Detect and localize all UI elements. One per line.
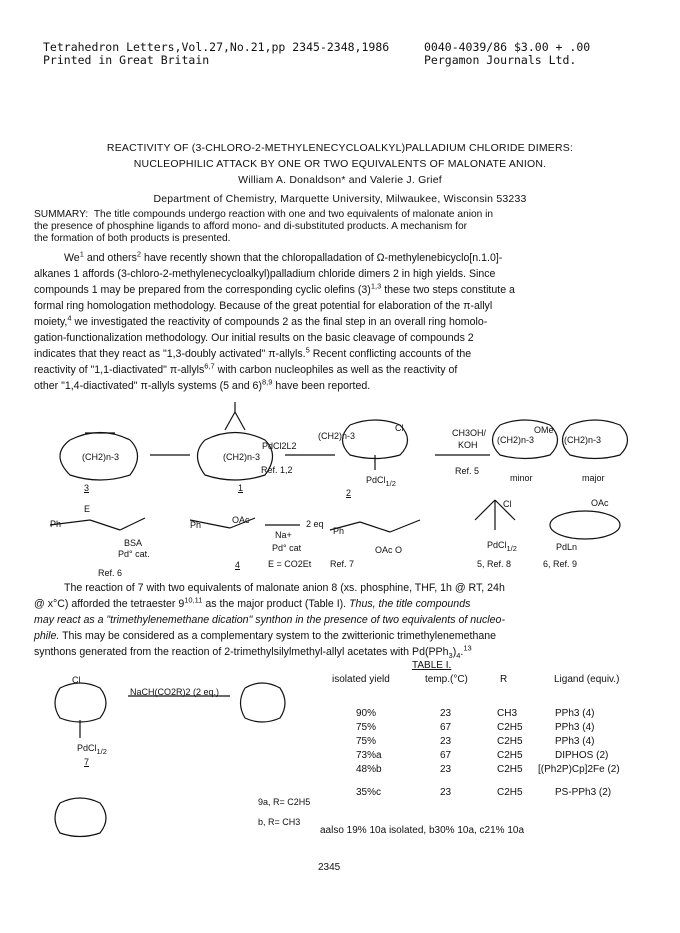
table-row-r: C2H5 — [497, 750, 523, 761]
reagent-pd-cat-2: Pd° cat — [272, 543, 302, 553]
table-row-temp: 67 — [440, 750, 452, 761]
phenyl-label: Ph — [50, 519, 62, 529]
table-row-temp: 23 — [440, 736, 452, 747]
summary-text-1: The title compounds undergo reaction with one and two equivalents of malonate anion in — [93, 209, 494, 220]
text: Thus, the title compounds — [349, 598, 471, 610]
minor-label: minor — [510, 473, 533, 483]
table-row-temp: 67 — [440, 722, 452, 733]
ring-label: (CH2)n-3 — [223, 452, 261, 462]
table-row-yield: 48%b — [356, 764, 382, 775]
sodium-label: Na+ — [275, 530, 292, 540]
text: compounds 1 may be prepared from the corresponding cyclic olefins (3) — [34, 284, 371, 296]
ring-label: (CH2)n-3 — [318, 431, 356, 441]
structure-3-ring — [70, 433, 130, 441]
text: This may be considered as a complementary system to the zwitterionic trimethylenemethane — [59, 630, 497, 642]
acetate-ketone-label: OAc O — [375, 545, 403, 555]
ring-label: (CH2)n-3 — [564, 435, 602, 445]
text: gation-functionalization methodology. Our initial results on the basic cleavage of compounds 2 — [34, 332, 474, 344]
acetate-label: OAc — [591, 498, 609, 508]
table-row-ligand: PPh3 (4) — [555, 708, 595, 719]
ref-1-2: Ref. 1,2 — [261, 465, 293, 475]
phenyl-label: Ph — [190, 520, 202, 530]
table-row-ligand: [(Ph2P)Cp]2Fe (2) — [538, 764, 620, 775]
summary — [34, 209, 654, 245]
reagent-pdcl2l2: PdCl2L2 — [262, 441, 297, 451]
header-ligand: Ligand (equiv.) — [554, 674, 620, 685]
text: phile. — [34, 630, 60, 642]
text: synthons generated from the reaction of 2-trimethylsilylmethyl-allyl acetates with Pd(PPh — [34, 646, 449, 658]
summary-text-3: the formation of both products is presented. — [34, 233, 231, 244]
reagent-ch3oh: CH3OH/ — [452, 428, 487, 438]
table-row-r: C2H5 — [497, 787, 523, 798]
compound-3-label: 3 — [84, 483, 90, 493]
text: @ x°C) afforded the tetraester 9 — [34, 598, 185, 610]
text: moiety, — [34, 316, 68, 328]
ester-definition: E = CO2Et — [268, 559, 312, 569]
text: . — [460, 646, 464, 658]
compound-2-label: 2 — [346, 488, 352, 498]
table-footnote: aalso 19% 10a isolated, b30% 10a, c21% 10a — [320, 825, 525, 836]
reagent-malonate: NaCH(CO2R)2 (2 eq.) — [130, 687, 220, 697]
compound-1-label: 1 — [238, 483, 244, 493]
paragraph-1: We$^1$ and others$^2$ have recently shown that the chloropalladation of Ω-methylenebicyclo[n.1.0]- alkanes 1 affords (3-chloro-2-methylenecycloalkyl)palladium chloride dimers 2 in high yields. Since compounds 1 may be prepared from the corresponding cyclic olefins $(3)^{1,3}$ these two steps constitute a formal ring homologation methodology. Because of the great potential for elaboration of the π-allyl moiety,$^4$ we investigated the reactivity of compounds 2 as the final step in an overall ring homolo- gation-functionalization methodology. Our initial results on the basic cleavage of compounds 2 indicates that they react as "1,3-doubly activated" π-allyls.$^5$ Recent conflicting accounts of the reactivity of "1,1-diactivated" π-allyls$^{6,7}$ with carbon nucleophiles as well as the reactivity of other "1,4-diactivated" π-allyls systems (5 and 6)$^{8,9}$ have been reported. — [34, 250, 654, 394]
text: other "1,4-diactivated" π-allyls systems (5 and 6) — [34, 380, 262, 392]
text: may react as a "trimethylenemethane dication" synthon in the presence of two equivalents of nucleo- — [34, 614, 505, 626]
page-number: 2345 — [318, 862, 341, 873]
compound-6-label: 6, Ref. 9 — [543, 559, 578, 569]
table-row-temp: 23 — [440, 708, 452, 719]
pdcl2-label: PdCl$_{1/2}$ — [366, 475, 396, 488]
two-equiv-label: 2 eq — [306, 519, 324, 529]
journal-citation: Tetrahedron Letters,Vol.27,No.21,pp 2345-2348,1986 — [43, 40, 390, 54]
text: these two steps constitute a — [381, 284, 515, 296]
product-9b-label: b, R= CH3 — [258, 817, 301, 827]
text: have recently shown that the chloropalladation of Ω-methylenebicyclo[n.1.0]- — [141, 252, 503, 264]
ester-label: E — [84, 504, 91, 514]
text: have been reported. — [272, 380, 371, 392]
text: with carbon nucleophiles as well as the reactivity of — [214, 364, 458, 376]
summary-text-2: the presence of phosphine ligands to afford mono- and di-substituted products. A mechanism for — [34, 221, 468, 232]
phenyl-label: Ph — [333, 526, 345, 536]
table-row-r: CH3 — [497, 708, 518, 719]
issn-price: 0040-4039/86 $3.00 + .00 — [424, 40, 591, 54]
affiliation: Department of Chemistry, Marquette University, Milwaukee, Wisconsin 53233 — [153, 193, 527, 205]
text: We — [64, 252, 80, 264]
table-row-temp: 23 — [440, 764, 452, 775]
header-r: R — [500, 674, 508, 685]
table-row-yield: 90% — [356, 708, 377, 719]
ring-label: (CH2)n-3 — [497, 435, 535, 445]
article-title-line1: REACTIVITY OF (3-CHLORO-2-METHYLENECYCLOALKYL)PALLADIUM CHLORIDE DIMERS: — [106, 142, 574, 154]
major-label: major — [582, 473, 605, 483]
table-row-r: C2H5 — [497, 736, 523, 747]
methoxy-label: OMe — [534, 425, 554, 435]
ref-5: Ref. 5 — [455, 466, 480, 476]
chloro-label: Cl — [503, 499, 512, 509]
text: reactivity of "1,1-diactivated" π-allyls — [34, 364, 205, 376]
summary-label: SUMMARY: — [34, 209, 89, 220]
chloro-label: Cl — [395, 423, 404, 433]
pdcl2-label: PdCl$_{1/2}$ — [77, 743, 107, 756]
reagent-pd-cat: Pd° cat. — [118, 549, 150, 559]
printed-in: Printed in Great Britain — [43, 53, 210, 67]
text: as the major product (Table I). — [202, 598, 350, 610]
ref-6: Ref. 6 — [98, 568, 123, 578]
table-row-yield: 75% — [356, 736, 377, 747]
compound-7-label: 7 — [84, 757, 90, 767]
text: formal ring homologation methodology. Because of the great potential for elaboration of the π-allyl — [34, 300, 493, 312]
publisher: Pergamon Journals Ltd. — [424, 53, 577, 67]
reagent-koh: KOH — [458, 440, 478, 450]
reagent-bsa: BSA — [124, 538, 143, 548]
table-title: TABLE I. — [412, 660, 452, 671]
table-row-ligand: PPh3 (4) — [555, 736, 595, 747]
table-row-ligand: PPh3 (4) — [555, 722, 595, 733]
product-9a-label: 9a, R= C2H5 — [258, 797, 311, 807]
table-row-yield: 35%c — [356, 787, 382, 798]
pdcl2-label: PdCl$_{1/2}$ — [487, 540, 517, 553]
ring-label: (CH2)n-3 — [82, 452, 120, 462]
header-yield: isolated yield — [332, 674, 390, 685]
pdln-label: PdLn — [556, 542, 578, 552]
compound-4-label: 4 — [235, 560, 241, 570]
table-row-yield: 75% — [356, 722, 377, 733]
compound-5-label: 5, Ref. 8 — [477, 559, 512, 569]
paragraph-2: The reaction of 7 with two equivalents of malonate anion 8 (xs. phosphine, THF, 1h @ RT, 24h @ x°C) afforded the tetraester 9$^{10,11}$ as the major product (Table I). Thus, the title compounds may react as a "trimethylenemethane dication" synthon in the presence of two equivalents of nucleo- phile. This may be considered as a complementary system to the zwitterionic trimethylenemethane synthons generated from the reaction of 2-trimethylsilylmethyl-allyl acetates with $Pd(PPh_3)_4.^{13}$ — [34, 580, 654, 660]
article-title-line2: NUCLEOPHILIC ATTACK BY ONE OR TWO EQUIVALENTS OF MALONATE ANION. — [133, 158, 547, 170]
text: Recent conflicting accounts of the — [309, 348, 472, 360]
table-row-r: C2H5 — [497, 722, 523, 733]
chloro-label: Cl — [72, 675, 81, 685]
authors: William A. Donaldson* and Valerie J. Grief — [238, 174, 442, 186]
header-temp: temp.(°C) — [425, 674, 468, 685]
text: ) — [452, 646, 457, 658]
table-row-r: C2H5 — [497, 764, 523, 775]
ref-7: Ref. 7 — [330, 559, 355, 569]
text: indicates that they react as "1,3-doubly activated" π-allyls. — [34, 348, 306, 360]
table-row-ligand: DIPHOS (2) — [555, 750, 609, 761]
text: The reaction of 7 with two equivalents of malonate anion 8 (xs. phosphine, THF, 1h @ RT, 24h — [64, 582, 505, 594]
text: and others — [83, 252, 137, 264]
text: alkanes 1 affords (3-chloro-2-methylenecycloalkyl)palladium chloride dimers 2 in high yields. Since — [34, 268, 496, 280]
table-row-ligand: PS-PPh3 (2) — [555, 787, 612, 798]
table-row-yield: 73%a — [356, 750, 382, 761]
acetate-label: OAc — [232, 515, 250, 525]
text: we investigated the reactivity of compounds 2 as the final step in an overall ring homolo- — [71, 316, 488, 328]
table-row-temp: 23 — [440, 787, 452, 798]
